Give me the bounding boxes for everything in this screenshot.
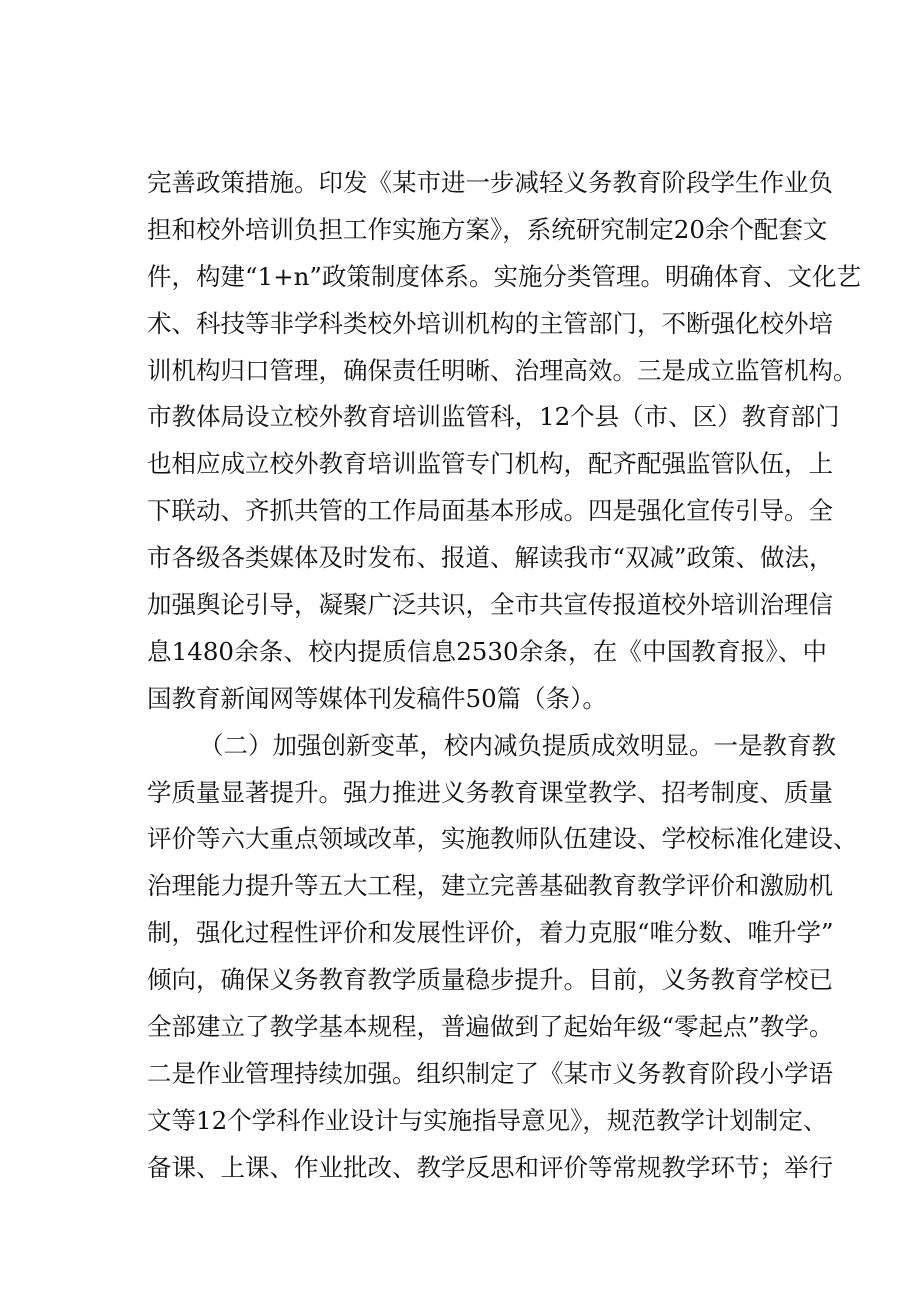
text-line: 国教育新闻网等媒体刊发稿件50篇（条）。	[147, 683, 607, 713]
text-line: 术、科技等非学科类校外培训机构的主管部门，不断强化校外培	[147, 308, 833, 338]
text-line: 下联动、齐抓共管的工作局面基本形成。四是强化宣传引导。全	[147, 496, 833, 526]
paragraph-1	[147, 160, 861, 723]
text-line: 治理能力提升等五大工程，建立完善基础教育教学评价和激励机	[147, 871, 833, 901]
text-line: 训机构归口管理，确保责任明晰、治理高效。三是成立监管机构。	[147, 355, 858, 385]
text-line: 文等12个学科作业设计与实施指导意见》，规范教学计划制定、	[147, 1105, 828, 1135]
text-line: 担和校外培训负担工作实施方案》，系统研究制定20余个配套文	[147, 214, 828, 244]
text-line: （二）加强创新变革，校内减负提质成效明显。一是教育教	[199, 730, 836, 760]
text-line: 全部建立了教学基本规程，普遍做到了起始年级“零起点”教学。	[147, 1012, 834, 1042]
text-line: 加强舆论引导，凝聚广泛共识，全市共宣传报道校外培训治理信	[147, 590, 833, 620]
text-line: 备课、上课、作业批改、教学反思和评价等常规教学环节；举行	[147, 1152, 833, 1182]
document-body	[147, 160, 861, 1192]
text-line: 制，强化过程性评价和发展性评价，着力克服“唯分数、唯升学”	[147, 918, 834, 948]
text-line: 二是作业管理持续加强。组织制定了《某市义务教育阶段小学语	[147, 1058, 833, 1088]
text-line: 市教体局设立校外教育培训监管科，12个县（市、区）教育部门	[147, 402, 840, 432]
text-line: 倾向，确保义务教育教学质量稳步提升。目前，义务教育学校已	[147, 965, 833, 995]
text-line: 学质量显著提升。强力推进义务教育课堂教学、招考制度、质量	[147, 777, 833, 807]
text-line: 息1480余条、校内提质信息2530余条，在《中国教育报》、中	[147, 636, 827, 666]
text-line: 市各级各类媒体及时发布、报道、解读我市“双减”政策、做法，	[147, 543, 834, 573]
text-line: 件，构建“1+n”政策制度体系。实施分类管理。明确体育、文化艺	[147, 261, 861, 291]
paragraph-2	[147, 723, 858, 1192]
text-line: 完善政策措施。印发《某市进一步减轻义务教育阶段学生作业负	[147, 168, 833, 197]
text-line: 也相应成立校外教育培训监管专门机构，配齐配强监管队伍，上	[147, 449, 833, 479]
text-line: 评价等六大重点领域改革，实施教师队伍建设、学校标准化建设、	[147, 824, 858, 854]
